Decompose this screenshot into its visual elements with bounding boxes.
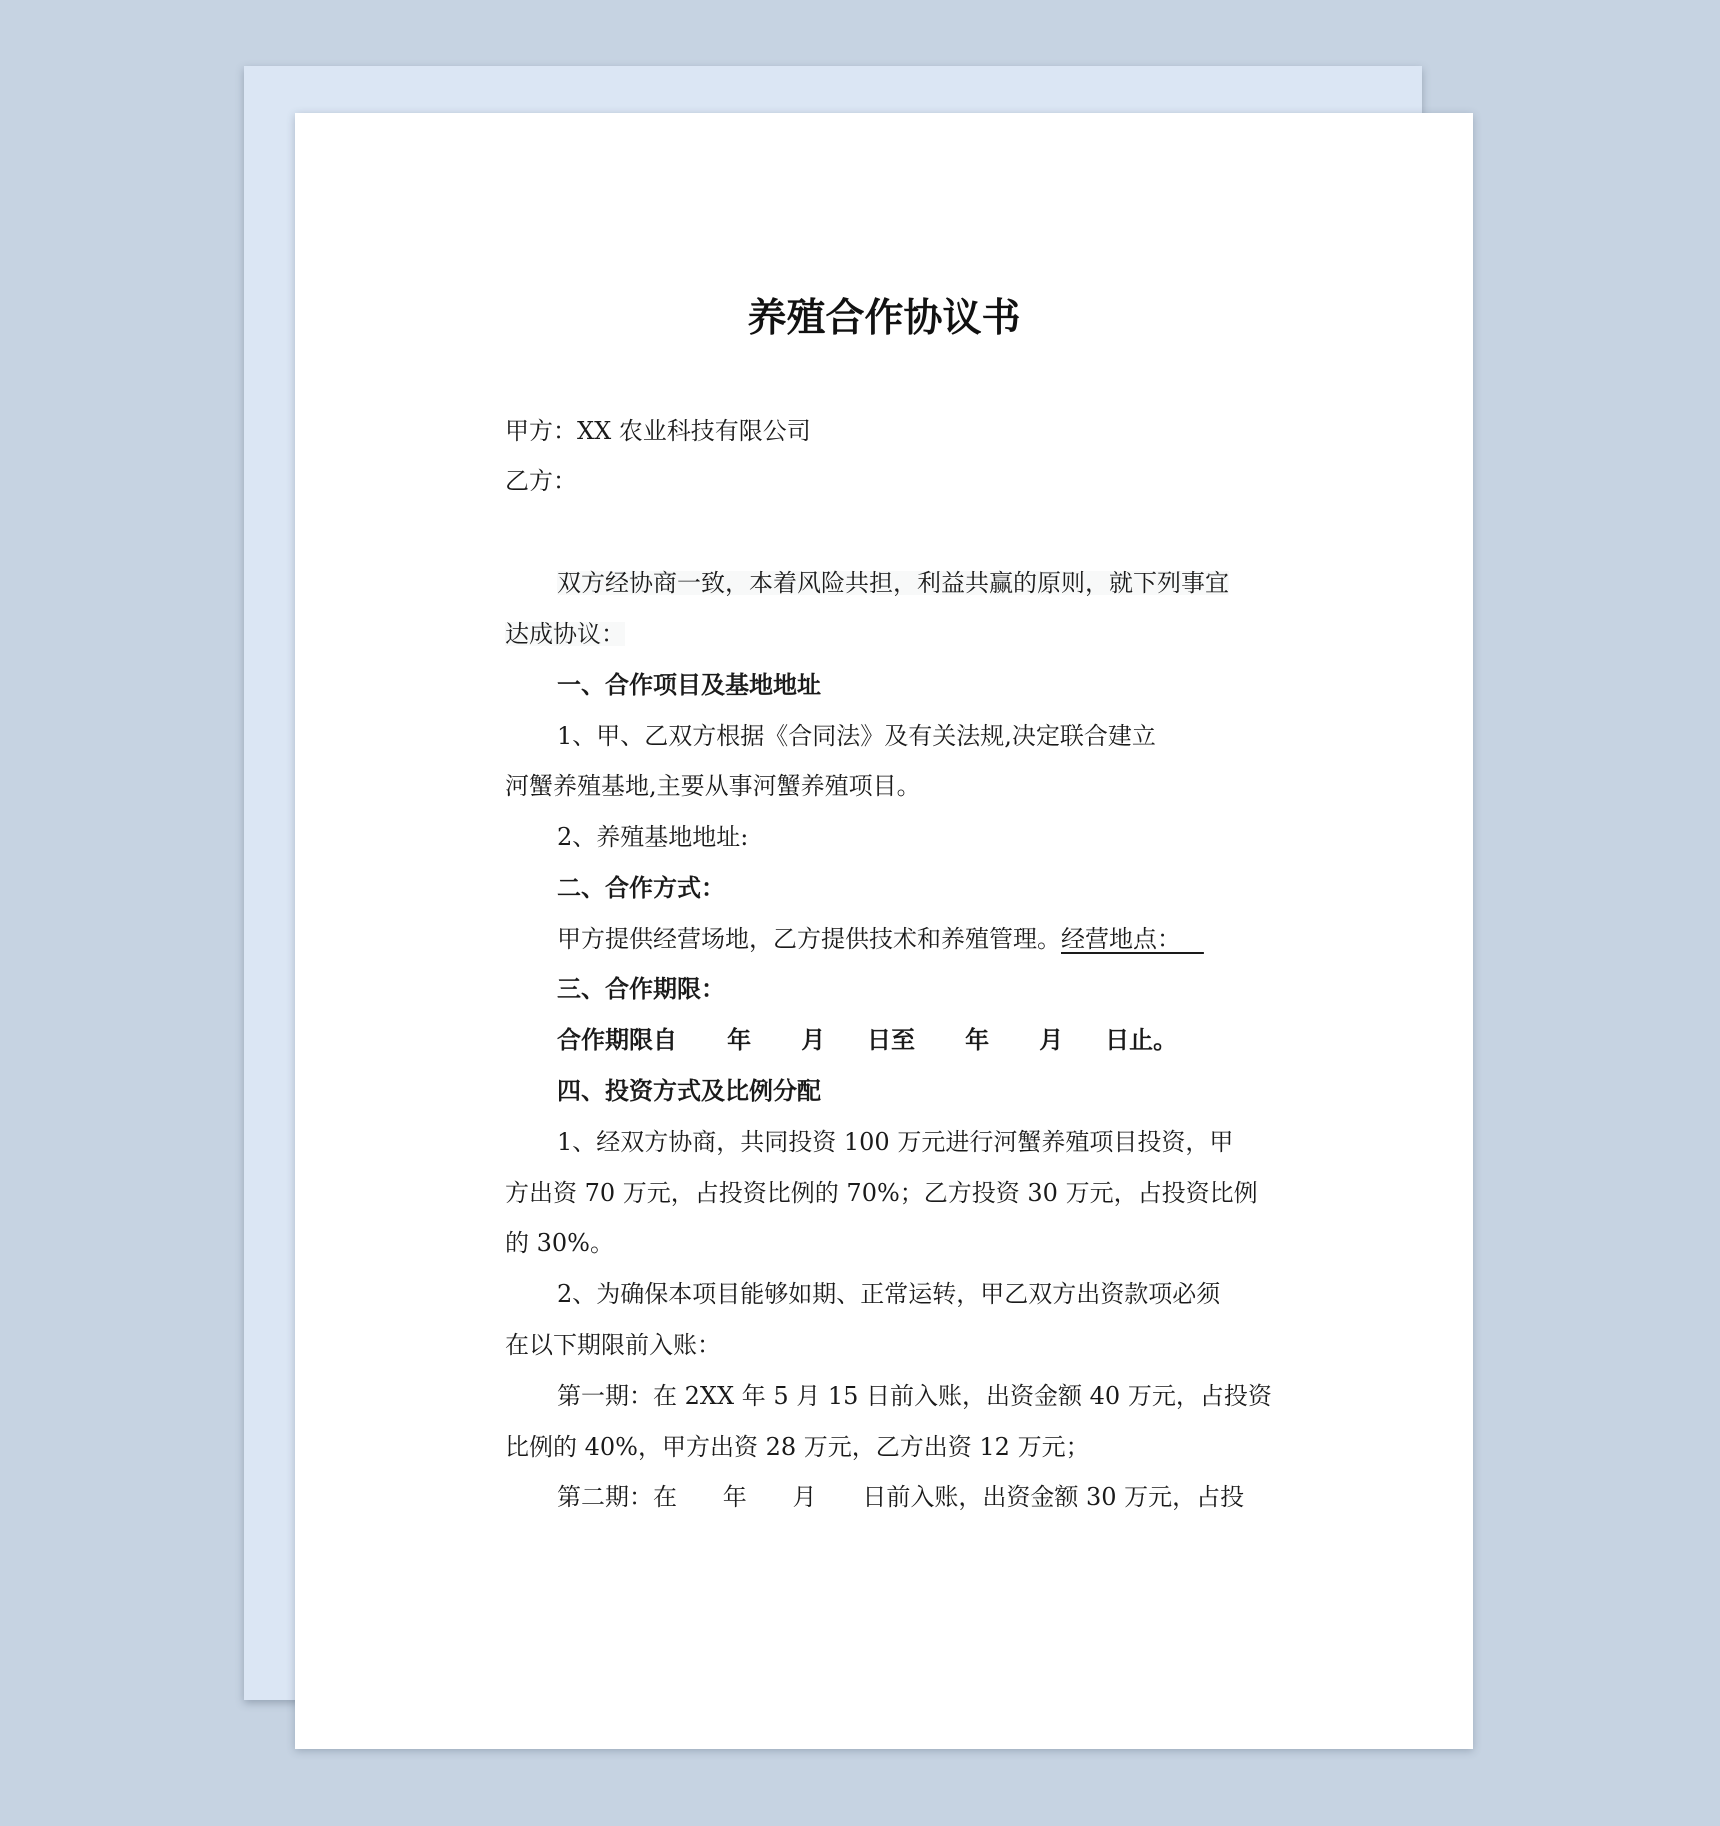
phase-1-line-2: 比例的 40%，甲方出资 28 万元，乙方出资 12 万元； [505, 1433, 1090, 1461]
section-2-heading: 二、合作方式： [557, 873, 725, 902]
section-1-item-2: 2、养殖基地地址: [557, 823, 749, 851]
intro-line-1: 双方经协商一致，本着风险共担，利益共赢的原则，就下列事宜 [557, 569, 1229, 597]
section-4-heading: 四、投资方式及比例分配 [557, 1076, 821, 1105]
party-b-line: 乙方： [505, 467, 577, 495]
cooperation-method-text: 甲方提供经营场地，乙方提供技术和养殖管理。 [557, 925, 1061, 953]
document-title: 养殖合作协议书 [747, 296, 1021, 341]
intro-line-2: 达成协议： [505, 620, 625, 648]
section-2-text [557, 927, 1204, 951]
section-4-item-1-line-3: 的 30%。 [505, 1229, 614, 1257]
phase-1-line-1: 第一期：在 2XX 年 5 月 15 日前入账，出资金额 40 万元，占投资 [557, 1382, 1272, 1410]
section-1-item-1-line-1: 1、甲、乙双方根据《合同法》及有关法规,决定联合建立 [557, 722, 1156, 750]
section-4-item-2-line-2: 在以下期限前入账： [505, 1331, 721, 1359]
section-1-item-1-line-2: 河蟹养殖基地,主要从事河蟹养殖项目。 [505, 772, 921, 800]
section-4-item-2-line-1: 2、为确保本项目能够如期、正常运转，甲乙双方出资款项必须 [557, 1280, 1221, 1308]
section-3-heading: 三、合作期限： [557, 974, 725, 1003]
business-location-label: 经营地点： [1061, 925, 1204, 953]
phase-2-line-1: 第二期：在 年 月 日前入账，出资金额 30 万元，占投 [557, 1483, 1245, 1511]
document-page [295, 113, 1473, 1749]
section-4-item-1-line-1: 1、经双方协商，共同投资 100 万元进行河蟹养殖项目投资，甲 [557, 1128, 1234, 1156]
section-4-item-1-line-2: 方出资 70 万元，占投资比例的 70%；乙方投资 30 万元，占投资比例 [505, 1179, 1258, 1207]
cooperation-term: 合作期限自 年 月 日至 年 月 日止。 [557, 1025, 1178, 1054]
party-a-line: 甲方：XX 农业科技有限公司 [505, 417, 811, 445]
section-1-heading: 一、合作项目及基地地址 [557, 670, 821, 699]
